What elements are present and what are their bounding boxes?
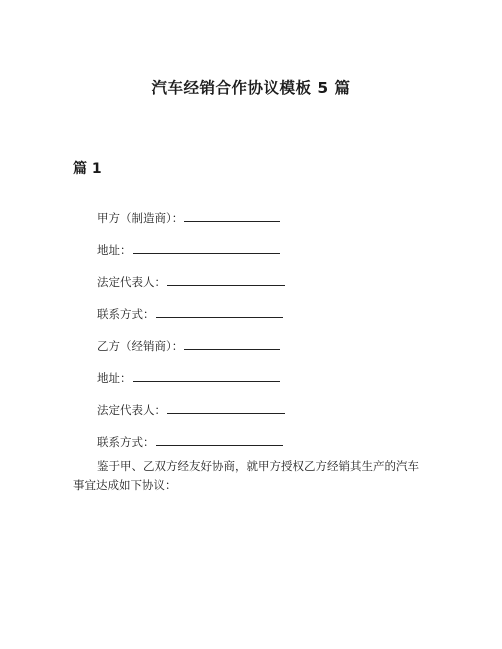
preamble-paragraph: [73, 457, 433, 495]
party-a-address-field: [97, 241, 280, 258]
preamble-line-1: 鉴于甲、乙双方经友好协商，就甲方授权乙方经销其生产的汽车: [97, 459, 419, 473]
party-a-contact-field: [97, 305, 283, 322]
fill-in-line: [133, 241, 280, 254]
field-label: 地址：: [97, 371, 132, 385]
party-b-representative-field: [97, 401, 285, 418]
fill-in-line: [167, 401, 285, 414]
party-a-name-field: [97, 209, 280, 226]
field-label: 法定代表人：: [97, 275, 166, 289]
party-a-representative-field: [97, 273, 285, 290]
document-title: 汽车经销合作协议模板 5 篇: [151, 79, 351, 97]
fill-in-line: [167, 273, 285, 286]
field-label: 联系方式：: [97, 435, 155, 449]
field-label: 甲方（制造商）：: [97, 211, 184, 225]
party-b-name-field: [97, 337, 280, 354]
fill-in-line: [184, 209, 280, 222]
party-b-contact-field: [97, 433, 283, 450]
field-label: 乙方（经销商）：: [97, 339, 184, 353]
fill-in-line: [184, 337, 280, 350]
fill-in-line: [156, 433, 283, 446]
field-label: 联系方式：: [97, 307, 155, 321]
fill-in-line: [133, 369, 280, 382]
party-b-address-field: [97, 369, 280, 386]
preamble-line-2: 事宜达成如下协议：: [73, 478, 177, 492]
section-heading: 篇 1: [73, 161, 102, 177]
field-label: 法定代表人：: [97, 403, 166, 417]
fill-in-line: [156, 305, 283, 318]
field-label: 地址：: [97, 243, 132, 257]
